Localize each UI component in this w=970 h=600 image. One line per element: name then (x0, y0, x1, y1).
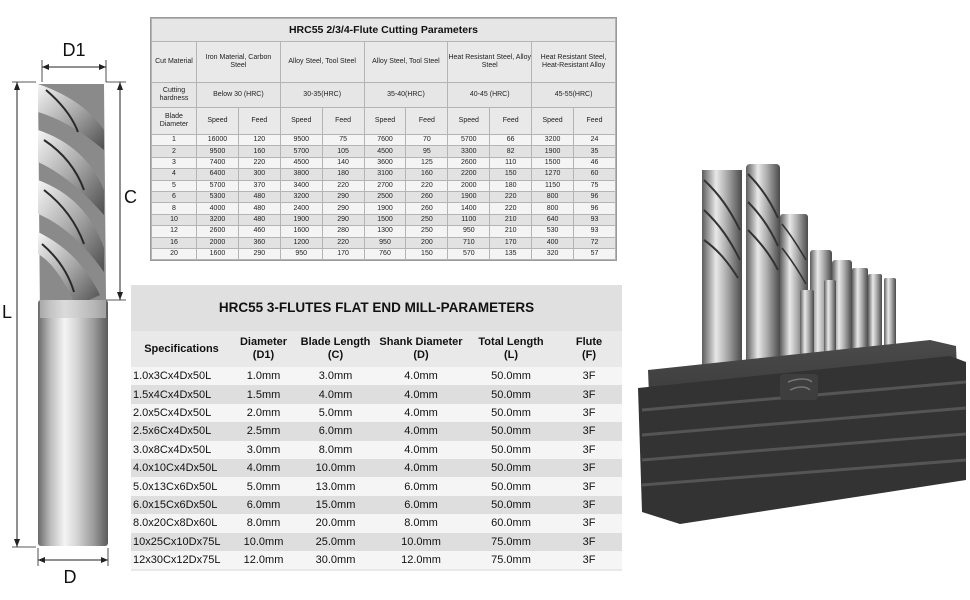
feed-cell: 70 (406, 135, 448, 146)
blade-diameter-cell: 4 (152, 169, 197, 180)
d-label: D (63, 567, 77, 587)
feed-header: Feed (574, 108, 616, 135)
end-mill-set-photo (630, 150, 970, 530)
feed-cell: 72 (574, 237, 616, 248)
mill-table-row (131, 367, 622, 385)
speed-cell: 1150 (532, 180, 574, 191)
cutting-table-row (152, 191, 616, 202)
total-length-cell: 75.0mm (466, 551, 556, 569)
l-label: L (2, 302, 13, 322)
feed-cell: 200 (406, 237, 448, 248)
speed-cell: 4500 (364, 146, 406, 157)
mill-header-label: Specifications (144, 342, 219, 355)
diameter-cell: 5.0mm (232, 477, 295, 495)
cutting-table-row (152, 169, 616, 180)
feed-cell: 480 (238, 191, 280, 202)
blade-diameter-cell: 1 (152, 135, 197, 146)
speed-header: Speed (532, 108, 574, 135)
end-mill-diagram (0, 0, 140, 600)
total-length-cell: 50.0mm (466, 422, 556, 440)
mill-table-title: HRC55 3-FLUTES FLAT END MILL-PARAMETERS (131, 285, 622, 331)
mill-table-row (131, 477, 622, 495)
blade-diameter-cell: 8 (152, 203, 197, 214)
mill-table-row (131, 459, 622, 477)
mill-column-header (295, 331, 376, 367)
diameter-cell: 3.0mm (232, 441, 295, 459)
speed-cell: 3300 (448, 146, 490, 157)
material-header: Iron Material, Carbon Steel (197, 42, 281, 83)
blade-diameter-cell: 3 (152, 157, 197, 168)
feed-cell: 220 (322, 180, 364, 191)
feed-cell: 220 (490, 191, 532, 202)
diameter-cell: 2.5mm (232, 422, 295, 440)
feed-cell: 110 (490, 157, 532, 168)
total-length-cell: 50.0mm (466, 441, 556, 459)
mill-header-label: Total Length (478, 336, 544, 348)
feed-cell: 220 (238, 157, 280, 168)
feed-cell: 160 (406, 169, 448, 180)
feed-cell: 93 (574, 226, 616, 237)
cutting-parameters-table (150, 17, 617, 261)
feed-cell: 150 (406, 248, 448, 259)
speed-cell: 2600 (197, 226, 239, 237)
mill-header-label: Flute (575, 336, 603, 348)
total-length-cell: 50.0mm (466, 367, 556, 385)
total-length-cell: 50.0mm (466, 496, 556, 514)
speed-cell: 1500 (364, 214, 406, 225)
feed-cell: 370 (238, 180, 280, 191)
c-label: C (124, 187, 137, 207)
feed-cell: 75 (574, 180, 616, 191)
feed-cell: 82 (490, 146, 532, 157)
speed-cell: 3800 (280, 169, 322, 180)
cutting-table-row (152, 203, 616, 214)
feed-header: Feed (490, 108, 532, 135)
speed-cell: 1900 (448, 191, 490, 202)
hardness-value: 40-45 (HRC) (448, 83, 532, 108)
mill-column-header (131, 331, 232, 367)
blade-diameter-cell: 16 (152, 237, 197, 248)
feed-cell: 135 (490, 248, 532, 259)
feed-cell: 60 (574, 169, 616, 180)
speed-cell: 950 (364, 237, 406, 248)
diameter-cell: 4.0mm (232, 459, 295, 477)
shank-diameter-cell: 4.0mm (376, 404, 466, 422)
feed-cell: 93 (574, 214, 616, 225)
speed-cell: 1900 (532, 146, 574, 157)
speed-cell: 400 (532, 237, 574, 248)
spec-cell: 3.0x8Cx4Dx50L (131, 441, 232, 459)
diameter-cell: 2.0mm (232, 404, 295, 422)
speed-header: Speed (197, 108, 239, 135)
speed-cell: 7400 (197, 157, 239, 168)
feed-cell: 260 (406, 203, 448, 214)
speed-cell: 1400 (448, 203, 490, 214)
speed-cell: 1600 (197, 248, 239, 259)
total-length-cell: 50.0mm (466, 404, 556, 422)
diameter-cell: 12.0mm (232, 551, 295, 569)
feed-cell: 360 (238, 237, 280, 248)
feed-header: Feed (238, 108, 280, 135)
feed-cell: 57 (574, 248, 616, 259)
feed-cell: 480 (238, 203, 280, 214)
total-length-cell: 75.0mm (466, 533, 556, 551)
total-length-cell: 50.0mm (466, 477, 556, 495)
blade-length-cell: 30.0mm (295, 551, 376, 569)
speed-cell: 1900 (280, 214, 322, 225)
feed-cell: 105 (322, 146, 364, 157)
feed-cell: 150 (490, 169, 532, 180)
mill-header-symbol: (L) (503, 349, 519, 361)
shank (38, 300, 108, 546)
blade-length-cell: 15.0mm (295, 496, 376, 514)
speed-cell: 5700 (280, 146, 322, 157)
speed-cell: 950 (448, 226, 490, 237)
diameter-cell: 6.0mm (232, 496, 295, 514)
spec-cell: 12x30Cx12Dx75L (131, 551, 232, 569)
cut-material-label: Cut Material (152, 42, 197, 83)
blade-length-cell: 10.0mm (295, 459, 376, 477)
speed-cell: 2700 (364, 180, 406, 191)
mill-table-row (131, 514, 622, 532)
cutting-hardness-label: Cutting hardness (152, 83, 197, 108)
diameter-cell: 1.0mm (232, 367, 295, 385)
feed-cell: 170 (322, 248, 364, 259)
feed-cell: 24 (574, 135, 616, 146)
speed-cell: 800 (532, 203, 574, 214)
cutting-table-row (152, 146, 616, 157)
speed-cell: 570 (448, 248, 490, 259)
feed-cell: 140 (322, 157, 364, 168)
feed-cell: 95 (406, 146, 448, 157)
mill-column-header (556, 331, 622, 367)
shank-diameter-cell: 4.0mm (376, 459, 466, 477)
mill-table-row (131, 404, 622, 422)
speed-cell: 4500 (280, 157, 322, 168)
blade-diameter-cell: 12 (152, 226, 197, 237)
cutting-table-row (152, 237, 616, 248)
speed-cell: 9500 (280, 135, 322, 146)
cutting-table-title: HRC55 2/3/4-Flute Cutting Parameters (152, 19, 616, 42)
speed-cell: 2500 (364, 191, 406, 202)
flute-cell: 3F (556, 514, 622, 532)
material-header: Heat Resistant Steel, Heat-Resistant Alloy (532, 42, 616, 83)
diameter-cell: 10.0mm (232, 533, 295, 551)
storage-case (638, 340, 966, 524)
speed-header: Speed (364, 108, 406, 135)
speed-cell: 2600 (448, 157, 490, 168)
speed-cell: 3400 (280, 180, 322, 191)
mill-column-header (466, 331, 556, 367)
speed-cell: 2200 (448, 169, 490, 180)
spec-cell: 2.0x5Cx4Dx50L (131, 404, 232, 422)
total-length-cell: 50.0mm (466, 385, 556, 403)
flute-cell: 3F (556, 459, 622, 477)
speed-cell: 800 (532, 191, 574, 202)
c-arrow-bottom (117, 292, 123, 300)
speed-cell: 6400 (197, 169, 239, 180)
spec-cell: 4.0x10Cx4Dx50L (131, 459, 232, 477)
speed-cell: 1600 (280, 226, 322, 237)
feed-cell: 280 (322, 226, 364, 237)
shank-diameter-cell: 4.0mm (376, 385, 466, 403)
shank-diameter-cell: 6.0mm (376, 496, 466, 514)
mill-header-label: Blade Length (300, 336, 371, 348)
flute-cell: 3F (556, 422, 622, 440)
feed-cell: 96 (574, 191, 616, 202)
feed-cell: 290 (238, 248, 280, 259)
mill-header-symbol: (C) (327, 349, 344, 361)
hardness-value: Below 30 (HRC) (197, 83, 281, 108)
speed-cell: 2000 (448, 180, 490, 191)
flute-cell: 3F (556, 385, 622, 403)
feed-cell: 290 (322, 214, 364, 225)
speed-cell: 4000 (197, 203, 239, 214)
blade-diameter-cell: 10 (152, 214, 197, 225)
speed-cell: 7600 (364, 135, 406, 146)
mill-header-symbol: (D) (413, 349, 429, 361)
speed-header: Speed (280, 108, 322, 135)
d-arrow-right (101, 557, 108, 563)
speed-cell: 3600 (364, 157, 406, 168)
speed-cell: 5700 (197, 180, 239, 191)
speed-cell: 1270 (532, 169, 574, 180)
speed-cell: 3200 (280, 191, 322, 202)
hardness-value: 35-40(HRC) (364, 83, 448, 108)
shank-diameter-cell: 4.0mm (376, 441, 466, 459)
speed-cell: 9500 (197, 146, 239, 157)
feed-cell: 260 (406, 191, 448, 202)
feed-cell: 290 (322, 203, 364, 214)
d1-arrow-left (42, 64, 49, 70)
feed-cell: 250 (406, 214, 448, 225)
spec-cell: 1.5x4Cx4Dx50L (131, 385, 232, 403)
blade-length-cell: 6.0mm (295, 422, 376, 440)
l-arrow-bottom (14, 539, 20, 547)
spec-cell: 10x25Cx10Dx75L (131, 533, 232, 551)
cutting-table-row (152, 180, 616, 191)
feed-cell: 46 (574, 157, 616, 168)
feed-cell: 460 (238, 226, 280, 237)
cutting-table-row (152, 248, 616, 259)
shank-diameter-cell: 10.0mm (376, 533, 466, 551)
feed-cell: 120 (238, 135, 280, 146)
speed-cell: 5700 (448, 135, 490, 146)
speed-cell: 950 (280, 248, 322, 259)
speed-cell: 320 (532, 248, 574, 259)
shank-diameter-cell: 12.0mm (376, 551, 466, 569)
feed-cell: 290 (322, 191, 364, 202)
mill-table-row (131, 533, 622, 551)
speed-cell: 1900 (364, 203, 406, 214)
l-arrow-top (14, 82, 20, 90)
blade-length-cell: 5.0mm (295, 404, 376, 422)
d1-label: D1 (62, 40, 86, 60)
feed-cell: 220 (406, 180, 448, 191)
flute-cell: 3F (556, 367, 622, 385)
feed-cell: 75 (322, 135, 364, 146)
blade-length-cell: 20.0mm (295, 514, 376, 532)
feed-cell: 180 (322, 169, 364, 180)
feed-cell: 220 (322, 237, 364, 248)
d-arrow-left (38, 557, 45, 563)
speed-cell: 710 (448, 237, 490, 248)
flute-cell: 3F (556, 496, 622, 514)
feed-cell: 170 (490, 237, 532, 248)
speed-cell: 2000 (197, 237, 239, 248)
feed-header: Feed (406, 108, 448, 135)
blade-diameter-cell: 20 (152, 248, 197, 259)
flute-cell: 3F (556, 551, 622, 569)
feed-cell: 210 (490, 226, 532, 237)
feed-cell: 210 (490, 214, 532, 225)
mill-table-row (131, 441, 622, 459)
flute-cell: 3F (556, 533, 622, 551)
speed-cell: 2400 (280, 203, 322, 214)
shank-transition (40, 300, 106, 318)
material-header: Heat Resistant Steel, Alloy Steel (448, 42, 532, 83)
speed-cell: 3100 (364, 169, 406, 180)
cutting-table-row (152, 157, 616, 168)
flute-cell: 3F (556, 477, 622, 495)
shank-diameter-cell: 4.0mm (376, 422, 466, 440)
cutting-table-row (152, 135, 616, 146)
total-length-cell: 60.0mm (466, 514, 556, 532)
feed-cell: 480 (238, 214, 280, 225)
feed-cell: 220 (490, 203, 532, 214)
spec-cell: 5.0x13Cx6Dx50L (131, 477, 232, 495)
speed-cell: 1500 (532, 157, 574, 168)
speed-cell: 1200 (280, 237, 322, 248)
speed-cell: 640 (532, 214, 574, 225)
spec-cell: 6.0x15Cx6Dx50L (131, 496, 232, 514)
d1-arrow-right (99, 64, 106, 70)
mill-table-row (131, 551, 622, 569)
speed-cell: 760 (364, 248, 406, 259)
speed-cell: 1300 (364, 226, 406, 237)
spec-cell: 2.5x6Cx4Dx50L (131, 422, 232, 440)
feed-header: Feed (322, 108, 364, 135)
feed-cell: 180 (490, 180, 532, 191)
mill-header-symbol: (D1) (252, 349, 275, 361)
feed-cell: 160 (238, 146, 280, 157)
mill-parameters-table (131, 285, 622, 571)
flute-cell: 3F (556, 404, 622, 422)
shank-diameter-cell: 8.0mm (376, 514, 466, 532)
speed-cell: 5300 (197, 191, 239, 202)
mill-table-row (131, 385, 622, 403)
feed-cell: 250 (406, 226, 448, 237)
material-header: Alloy Steel, Tool Steel (280, 42, 364, 83)
total-length-cell: 50.0mm (466, 459, 556, 477)
shank-diameter-cell: 6.0mm (376, 477, 466, 495)
mill-header-symbol: (F) (581, 349, 597, 361)
feed-cell: 96 (574, 203, 616, 214)
mill-header-label: Diameter (239, 336, 288, 348)
blade-length-cell: 13.0mm (295, 477, 376, 495)
speed-cell: 1100 (448, 214, 490, 225)
speed-cell: 530 (532, 226, 574, 237)
shank-diameter-cell: 4.0mm (376, 367, 466, 385)
cutting-table-row (152, 226, 616, 237)
feed-cell: 300 (238, 169, 280, 180)
mill-table-row (131, 422, 622, 440)
spec-cell: 8.0x20Cx8Dx60L (131, 514, 232, 532)
feed-cell: 66 (490, 135, 532, 146)
mill-header-label: Shank Diameter (379, 336, 463, 348)
speed-cell: 3200 (532, 135, 574, 146)
flute-cell: 3F (556, 441, 622, 459)
mill-column-header (232, 331, 295, 367)
speed-cell: 3200 (197, 214, 239, 225)
diameter-cell: 8.0mm (232, 514, 295, 532)
hardness-value: 45-55(HRC) (532, 83, 616, 108)
flute-section (38, 84, 106, 318)
blade-diameter-cell: 2 (152, 146, 197, 157)
blade-length-cell: 8.0mm (295, 441, 376, 459)
blade-length-cell: 3.0mm (295, 367, 376, 385)
speed-cell: 16000 (197, 135, 239, 146)
material-header: Alloy Steel, Tool Steel (364, 42, 448, 83)
blade-length-cell: 4.0mm (295, 385, 376, 403)
diameter-cell: 1.5mm (232, 385, 295, 403)
mill-column-header (376, 331, 466, 367)
blade-length-cell: 25.0mm (295, 533, 376, 551)
feed-cell: 35 (574, 146, 616, 157)
spec-cell: 1.0x3Cx4Dx50L (131, 367, 232, 385)
cutting-table-row (152, 214, 616, 225)
mill-table-row (131, 496, 622, 514)
speed-header: Speed (448, 108, 490, 135)
hardness-value: 30-35(HRC) (280, 83, 364, 108)
blade-diameter-cell: 5 (152, 180, 197, 191)
c-arrow-top (117, 82, 123, 90)
feed-cell: 125 (406, 157, 448, 168)
blade-diameter-label: Blade Diameter (152, 108, 197, 135)
blade-diameter-cell: 6 (152, 191, 197, 202)
